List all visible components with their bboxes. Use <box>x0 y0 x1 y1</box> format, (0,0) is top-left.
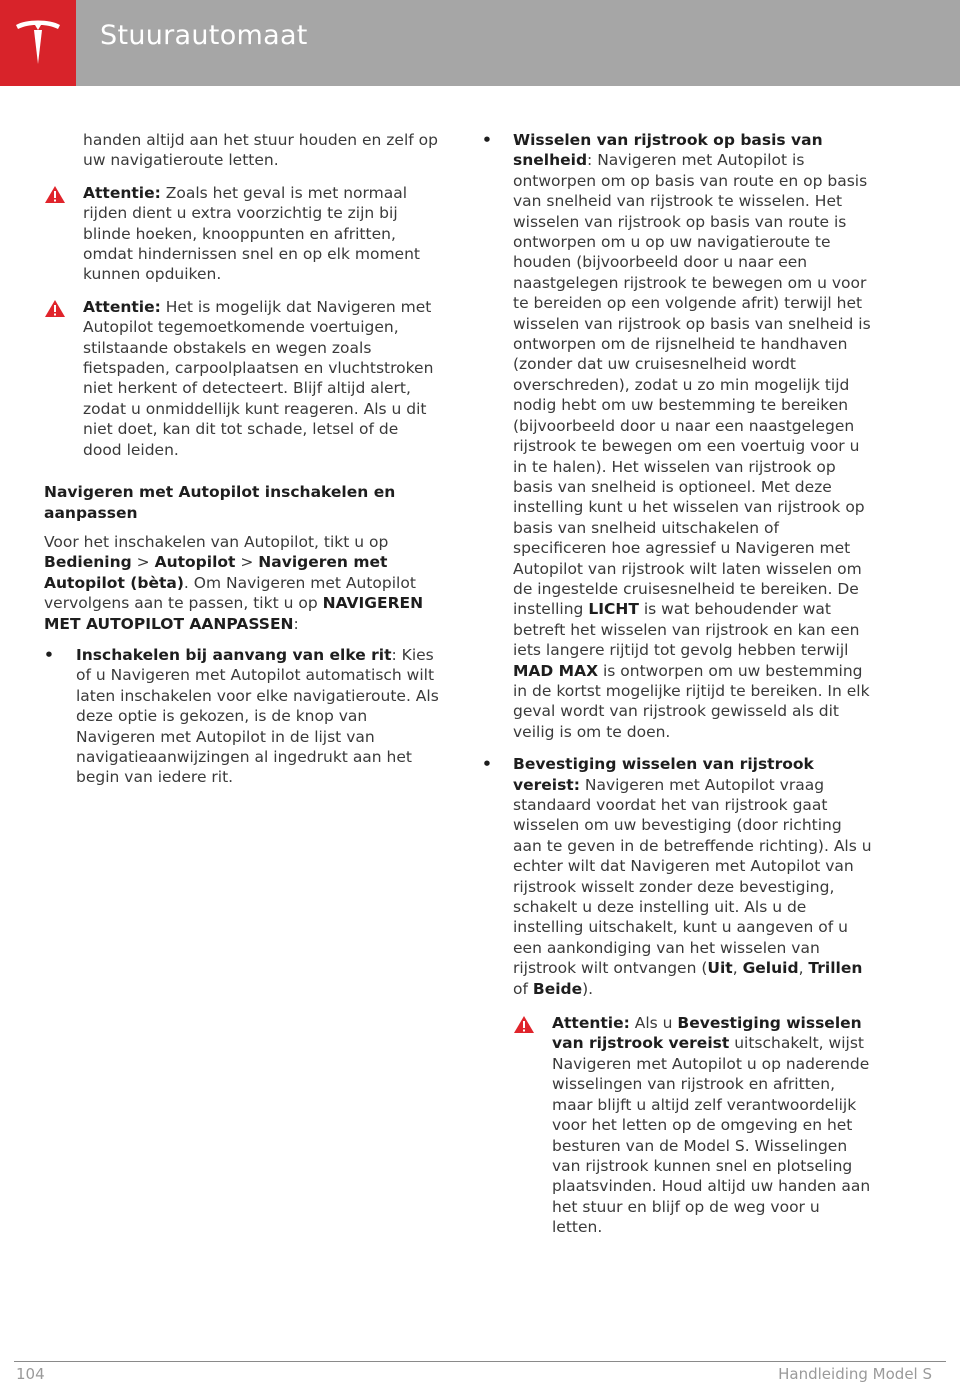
right-column <box>482 130 874 1238</box>
bullet-body: : Navigeren met Autopilot is ontworpen om op basis van route en op basis van snelheid van rijstrook te wisselen. Het wisselen van rijstrook op basis van route is ontworpen om u op uw navigatieroute te houden (bijvoorbeeld door u naar een naastgelegen rijstrook te bewegen om u voor te bereiden op een volgende afrit) terwijl het wisselen van rijstrook op basis van snelheid is ontworpen om de rijsnelheid te handhaven (zonder dat uw cruisesnelheid wordt overschreden), zodat u zo min mogelijk tijd nodig hebt om uw bestemming te bereiken (bijvoorbeeld door u naar een naastgelegen rijstrook te bewegen om een voertuig voor u in te halen). Het wisselen van rijstrook op basis van snelheid is optioneel. Met deze instelling kunt u het wisselen van rijstrook op basis van snelheid uitschakelen of specificeren hoe agressief u Navigeren met Autopilot van rijstrook wilt laten wisselen om de ingestelde cruisesnelheid te bereiken. De instelling <box>513 151 871 619</box>
warning-3-body: uitschakelt, wijst Navigeren met Autopilot u op naderende wisselingen van rijstrook en afritten, maar blijft u altijd zelf verantwoordelijk voor het letten op de omgeving en het besturen van de Model S. Wisselingen van rijstrook kunnen snel en plotseling plaatsvinden. Houd altijd uw handen aan het stuur en blijf op de weg voor u letten. <box>552 1034 871 1237</box>
bullet-body: Navigeren met Autopilot vraag standaard voordat het van rijstrook gaat wisselen om uw bevestiging (door richting aan te geven in de betreffende richting). Als u echter wilt dat Navigeren met Autopilot van rijstrook wisselt zonder deze bevestiging, schakelt u deze instelling uit. Als u de instelling uitschakelt, kunt u aangeven of u een aankondiging van het wisselen van rijstrook wilt ontvangen ( <box>513 775 872 978</box>
footer-divider <box>14 1361 946 1362</box>
warning-3-label: Attentie: <box>552 1014 630 1033</box>
bullet-body: of <box>513 979 533 998</box>
warning-triangle-icon <box>44 299 66 318</box>
bullet-body: is wat behoudender wat betreft het wisselen van rijstrook en kan een iets langere rijtijd tot gevolg hebben terwijl <box>513 600 860 660</box>
para-separator: > <box>131 553 155 572</box>
para-text: : <box>293 614 299 633</box>
tesla-logo <box>0 0 76 86</box>
para-separator: > <box>235 553 259 572</box>
bullet-item <box>482 130 874 742</box>
setting-bevestiging: Bevestiging wisselen van rijstrook vereist <box>552 1014 862 1053</box>
warning-triangle-icon <box>44 185 66 204</box>
page-number: 104 <box>16 1365 45 1383</box>
tesla-logo-icon <box>12 16 64 68</box>
option-beide: Beide <box>532 979 583 998</box>
option-uit: Uit <box>707 959 733 978</box>
bullet-body: , <box>732 959 743 978</box>
setting-licht: LICHT <box>588 600 639 619</box>
menu-navigeren: Navigeren met Autopilot (bèta) <box>44 553 388 592</box>
warning-1 <box>44 183 440 285</box>
bullet-dot: • <box>482 755 492 774</box>
bullet-item <box>482 754 874 999</box>
bullet-body: ). <box>582 979 594 998</box>
option-geluid: Geluid <box>742 959 799 978</box>
page-title: Stuurautomaat <box>100 20 308 51</box>
para-text: . Om Navigeren met Autopilot vervolgens aan te passen, tikt u op <box>44 573 416 613</box>
bullet-body: : Kies of u Navigeren met Autopilot automatisch wilt laten inschakelen voor elke navigatieroute. Als deze optie is gekozen, is de knop van Navigeren met Autopilot in de lijst van navigatieaanwijzingen al ingedrukt aan het begin van iedere rit. <box>76 645 439 787</box>
warning-2-text <box>83 297 440 460</box>
bullet-label: Bevestiging wisselen van rijstrook vereist: <box>513 755 814 794</box>
bullet-dot: • <box>482 131 492 149</box>
warning-1-text <box>83 183 440 285</box>
warning-triangle-icon <box>513 1015 535 1034</box>
warning-3-text <box>552 1013 874 1237</box>
menu-aanpassen: NAVIGEREN MET AUTOPILOT AANPASSEN <box>44 594 424 633</box>
instructions-paragraph <box>44 532 440 634</box>
page-header <box>0 0 960 86</box>
intro-text: handen altijd aan het stuur houden en zelf op uw navigatieroute letten. <box>83 131 438 170</box>
menu-autopilot: Autopilot <box>154 553 236 572</box>
setting-mad-max: MAD MAX <box>513 661 599 680</box>
bullet-text <box>513 754 874 999</box>
warning-2-label: Attentie: <box>83 297 161 316</box>
bullet-text <box>76 645 440 788</box>
manual-title: Handleiding Model S <box>778 1365 932 1383</box>
bullet-label: Inschakelen bij aanvang van elke rit <box>76 645 392 664</box>
warning-1-body: Zoals het geval is met normaal rijden dient u extra voorzichtig te zijn bij blinde hoeken, knooppunten en afritten, omdat hindernissen snel en op elk moment kunnen opduiken. <box>83 183 420 284</box>
bullet-label: Wisselen van rijstrook op basis van snelheid <box>513 131 823 170</box>
bullet-text <box>513 130 874 742</box>
left-column <box>44 130 440 788</box>
warning-3 <box>513 1013 874 1237</box>
para-text: Voor het inschakelen van Autopilot, tikt u op <box>44 532 389 551</box>
bullet-dot: • <box>44 645 54 664</box>
warning-3-body: Als u <box>629 1014 678 1033</box>
warning-2-body: Het is mogelijk dat Navigeren met Autopilot tegemoetkomende voertuigen, stilstaande obstakels en wegen zoals fietspaden, carpoolplaatsen en vluchtstroken niet herkent of detecteert. Blijf altijd alert, zodat u onmiddellijk kunt reageren. Als u dit niet doet, kan dit tot schade, letsel of de dood leiden. <box>83 297 434 459</box>
option-trillen: Trillen <box>808 959 863 978</box>
bullet-body: , <box>798 959 809 978</box>
warning-1-label: Attentie: <box>83 183 161 202</box>
menu-bediening: Bediening <box>44 553 132 572</box>
warning-2 <box>44 297 440 460</box>
section-heading: Navigeren met Autopilot inschakelen en aanpassen <box>44 483 396 522</box>
bullet-item <box>44 645 440 788</box>
bullet-body: is ontworpen om uw bestemming in de kortst mogelijke rijtijd te bereiken. In elk geval wordt van rijstrook gewisseld als dit veilig is om te doen. <box>513 661 870 741</box>
